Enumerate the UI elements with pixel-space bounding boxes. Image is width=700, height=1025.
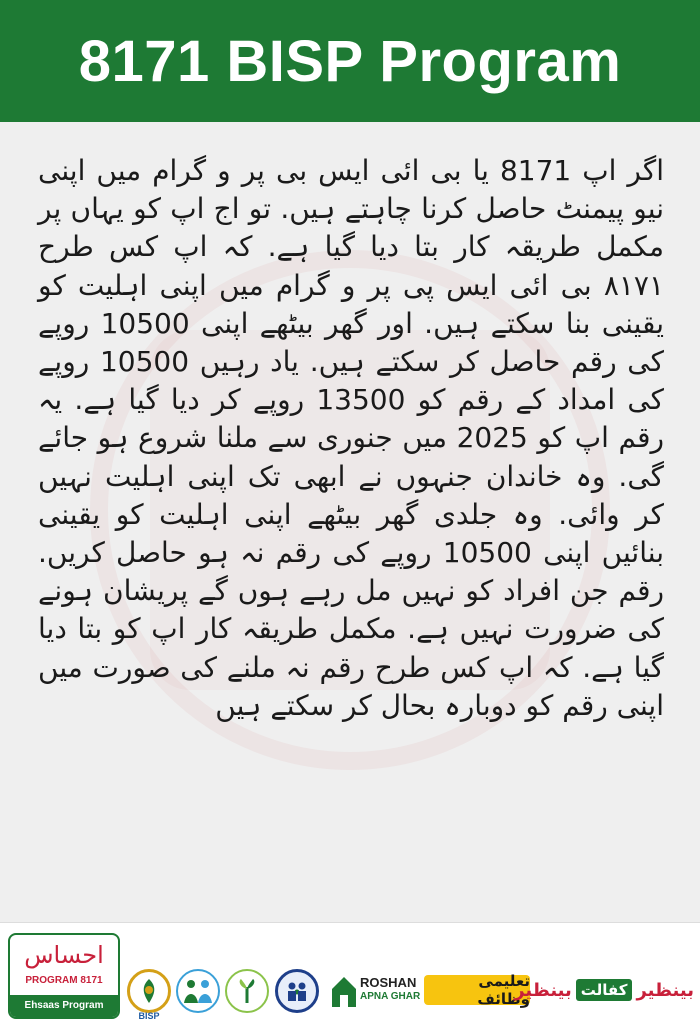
roshan-apna-ghar-logo bbox=[330, 969, 422, 1013]
benazir-kafalat-badge bbox=[514, 973, 694, 1007]
people-emblem-icon bbox=[176, 969, 220, 1013]
ehsaas-program-text: PROGRAM 8171 bbox=[25, 975, 103, 986]
roshan-line1: ROSHAN bbox=[360, 975, 417, 990]
page-title: 8171 BISP Program bbox=[78, 28, 622, 94]
house-icon bbox=[330, 973, 358, 1009]
ehsaas-urdu-wordmark: احساس bbox=[24, 941, 104, 969]
bisp-emblem-icon bbox=[127, 969, 171, 1013]
article-paragraph: اگر اپ 8171 یا بی ائی ایس بی پر و گرام میں اپنی نیو پیمنٹ حاصل کرنا چاہتے ہیں. تو اج اپ کو یہاں پر مکمل طریقہ کار بتا دیا گیا ہے. کہ اپ کس طرح ۸۱۷۱ بی ائی ایس پی پر و گرام میں اپنی اہلیت کو یقینی بنا سکتے ہیں. اور گھر بیٹھے اپنی 10500 روپے کی رقم حاصل کر سکتے ہیں. یاد رہیں 10500 روپے کی امداد کے رقم کو 13500 روپے کر دیا گیا ہے. یہ رقم اپ کو 2025 میں جنوری سے ملنا شروع ہو جائے گی. وہ خاندان جنہوں نے ابھی تک اپنی اہلیت نہیں کر وائی. وہ جلدی گھر بیٹھے اپنی اہلیت کو یقینی بنائیں اپنی 10500 روپے کی رقم نہ ہو حاصل کریں. رقم جن افراد کو نہیں مل رہے ہوں گے پریشان ہونے کی ضرورت نہیں ہے. مکمل طریقہ کار اپ کو بتا دیا گیا ہے. کہ اپ کس طرح رقم نہ ملنے کی صورت میں اپنی رقم کو دوبارہ بحال کر سکتے ہیں bbox=[38, 154, 665, 722]
taleemi-wazaif-badge: تعلیمی وظائف bbox=[424, 975, 530, 1005]
title-banner bbox=[0, 0, 700, 122]
family-emblem-icon bbox=[275, 969, 319, 1013]
benazir-text-2: بینظیر bbox=[514, 979, 572, 1001]
roshan-line2: APNA GHAR bbox=[360, 991, 421, 1002]
logo-footer bbox=[0, 922, 700, 1025]
bisp-label: BISP bbox=[138, 1011, 160, 1021]
benazir-text: بینظیر bbox=[636, 979, 694, 1001]
ehsaas-logo bbox=[8, 933, 120, 1019]
growth-emblem-icon bbox=[225, 969, 269, 1013]
kafalat-text: کفالت bbox=[576, 979, 633, 1001]
article-body bbox=[38, 152, 664, 725]
ehsaas-label: Ehsaas Program bbox=[10, 995, 118, 1017]
